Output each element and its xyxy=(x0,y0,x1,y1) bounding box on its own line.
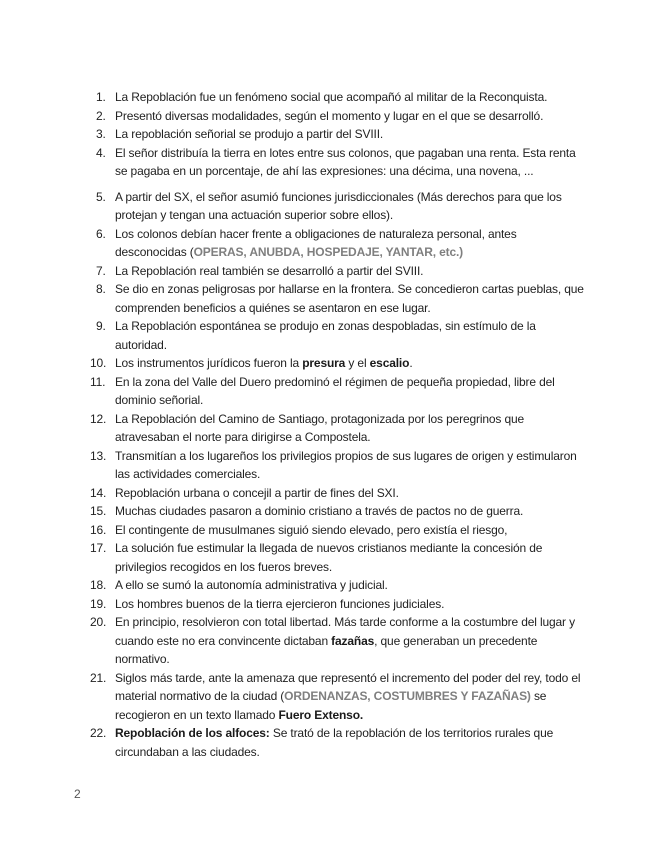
list-item xyxy=(96,144,586,181)
list-item xyxy=(90,447,586,484)
list-item-text: Siglos más tarde, ante la amenaza que representó el incremento del poder del rey, todo el material normativo de la ciudad ( xyxy=(115,670,581,703)
bold-term: escalio xyxy=(369,356,410,370)
list-item xyxy=(90,595,586,614)
highlighted-term: OPERAS, ANUBDA, HOSPEDAJE, YANTAR, etc.) xyxy=(193,245,464,259)
list-item-number: 18. xyxy=(90,578,107,592)
list-item-text: La Repoblación del Camino de Santiago, protagonizada por los peregrinos que atravesaban el norte para dirigirse a Compostela. xyxy=(115,411,525,444)
list-item-text: A ello se sumó la autonomía administrativa y judicial. xyxy=(115,578,388,592)
list-item-text: Muchas ciudades pasaron a dominio cristiano a través de pactos no de guerra. xyxy=(115,504,524,518)
list-item-text: , que generaban un precedente normativo. xyxy=(115,633,538,666)
list-item-number: 13. xyxy=(90,448,107,463)
list-item-number: 2. xyxy=(96,108,106,123)
list-item-number: 22. xyxy=(90,726,107,740)
list-item-number: 5. xyxy=(96,189,106,204)
list-item xyxy=(96,280,586,317)
list-item-number: 15. xyxy=(90,504,107,518)
list-item xyxy=(90,484,586,503)
list-item-text: La Repoblación fue un fenómeno social que acompañó al militar de la Reconquista. xyxy=(115,90,548,104)
list-item xyxy=(90,539,586,576)
page-number: 2 xyxy=(74,787,81,801)
list-item-text: La solución fue estimular la llegada de nuevos cristianos mediante la concesión de privilegios recogidos en los fueros breves. xyxy=(115,541,543,574)
list-item xyxy=(96,317,586,354)
highlighted-term: ORDENANZAS, COSTUMBRES Y FAZAÑAS) xyxy=(284,689,531,703)
list-item-number: 3. xyxy=(96,127,106,141)
list-item xyxy=(96,262,586,281)
list-item-text: Presentó diversas modalidades, según el momento y lugar en el que se desarrolló. xyxy=(115,108,544,123)
list-item-text: El señor distribuía la tierra en lotes entre sus colonos, que pagaban una renta. Esta renta se pagaba en un porcentaje, de ahí las expresiones: una décima, una novena, ... xyxy=(115,145,576,178)
list-item-number: 14. xyxy=(90,485,107,500)
list-item-text: Los instrumentos jurídicos fueron la xyxy=(115,356,303,370)
list-item-number: 20. xyxy=(90,615,107,629)
list-item-text: Repoblación urbana o concejil a partir de fines del SXI. xyxy=(115,485,399,500)
list-item-text: Se dio en zonas peligrosas por hallarse en la frontera. Se concedieron cartas pueblas, que comprenden beneficios a quiénes se asentaron en ese lugar. xyxy=(115,282,584,315)
list-item xyxy=(96,225,586,262)
list-item-text: Se trató de la repoblación de los territorios rurales que circundaban a las ciudades. xyxy=(115,726,554,759)
list-item xyxy=(90,410,586,447)
list-item-number: 4. xyxy=(96,145,106,160)
list-item xyxy=(96,88,586,107)
list-item-text: Transmitían a los lugareños los privilegios propios de sus lugares de origen y estimularon las actividades comerciales. xyxy=(115,448,577,481)
list-item xyxy=(90,669,586,725)
list-item xyxy=(90,521,586,540)
list-item-text: En la zona del Valle del Duero predominó el régimen de pequeña propiedad, libre del dominio señorial. xyxy=(115,374,555,407)
list-item-text: A partir del SX, el señor asumió funciones jurisdiccionales (Más derechos para que los protejan y tengan una actuación superior sobre ellos). xyxy=(115,189,562,222)
list-item xyxy=(96,107,586,126)
numbered-list xyxy=(90,88,586,761)
list-item-number: 6. xyxy=(96,226,106,241)
list-item xyxy=(90,373,586,410)
list-item xyxy=(90,613,586,669)
list-item-text: Los colonos debían hacer frente a obligaciones de naturaleza personal, antes desconocidas ( xyxy=(115,226,517,259)
list-item-text: y el xyxy=(345,356,370,370)
list-item xyxy=(96,125,586,144)
list-item-number: 7. xyxy=(96,263,106,278)
list-item xyxy=(90,354,586,373)
list-item-number: 12. xyxy=(90,411,107,426)
list-item-text: La repoblación señorial se produjo a partir del SVIII. xyxy=(115,127,384,141)
list-item-number: 19. xyxy=(90,596,107,611)
list-item-text: La Repoblación espontánea se produjo en zonas despobladas, sin estímulo de la autoridad. xyxy=(115,319,536,352)
list-item-number: 11. xyxy=(90,374,106,389)
list-item-text: Los hombres buenos de la tierra ejercieron funciones judiciales. xyxy=(115,596,445,611)
bold-term: fazañas xyxy=(331,633,375,648)
list-item-text: se recogieron en un texto llamado xyxy=(115,689,547,722)
list-item-number: 16. xyxy=(90,522,107,537)
bold-term: Fuero Extenso. xyxy=(278,707,364,722)
list-item-text: La Repoblación real también se desarrolló a partir del SVIII. xyxy=(115,263,424,278)
bold-term: Repoblación de los alfoces: xyxy=(115,726,270,740)
list-item-number: 8. xyxy=(96,282,106,296)
list-item-number: 9. xyxy=(96,319,106,333)
list-item xyxy=(90,724,586,761)
list-item xyxy=(90,576,586,595)
list-item-number: 21. xyxy=(90,670,107,685)
list-item-number: 10. xyxy=(90,356,107,370)
list-item-text: . xyxy=(409,356,413,370)
list-item-number: 1. xyxy=(96,90,106,104)
bold-term: presura xyxy=(302,356,346,370)
list-item-text: El contingente de musulmanes siguió siendo elevado, pero existía el riesgo, xyxy=(115,522,508,537)
list-item-number: 17. xyxy=(90,541,107,555)
list-item-text: En principio, resolvieron con total libertad. Más tarde conforme a la costumbre del lugar y cuando este no era convincente dictaban xyxy=(115,615,575,648)
list-item xyxy=(90,502,586,521)
list-item xyxy=(96,188,586,225)
